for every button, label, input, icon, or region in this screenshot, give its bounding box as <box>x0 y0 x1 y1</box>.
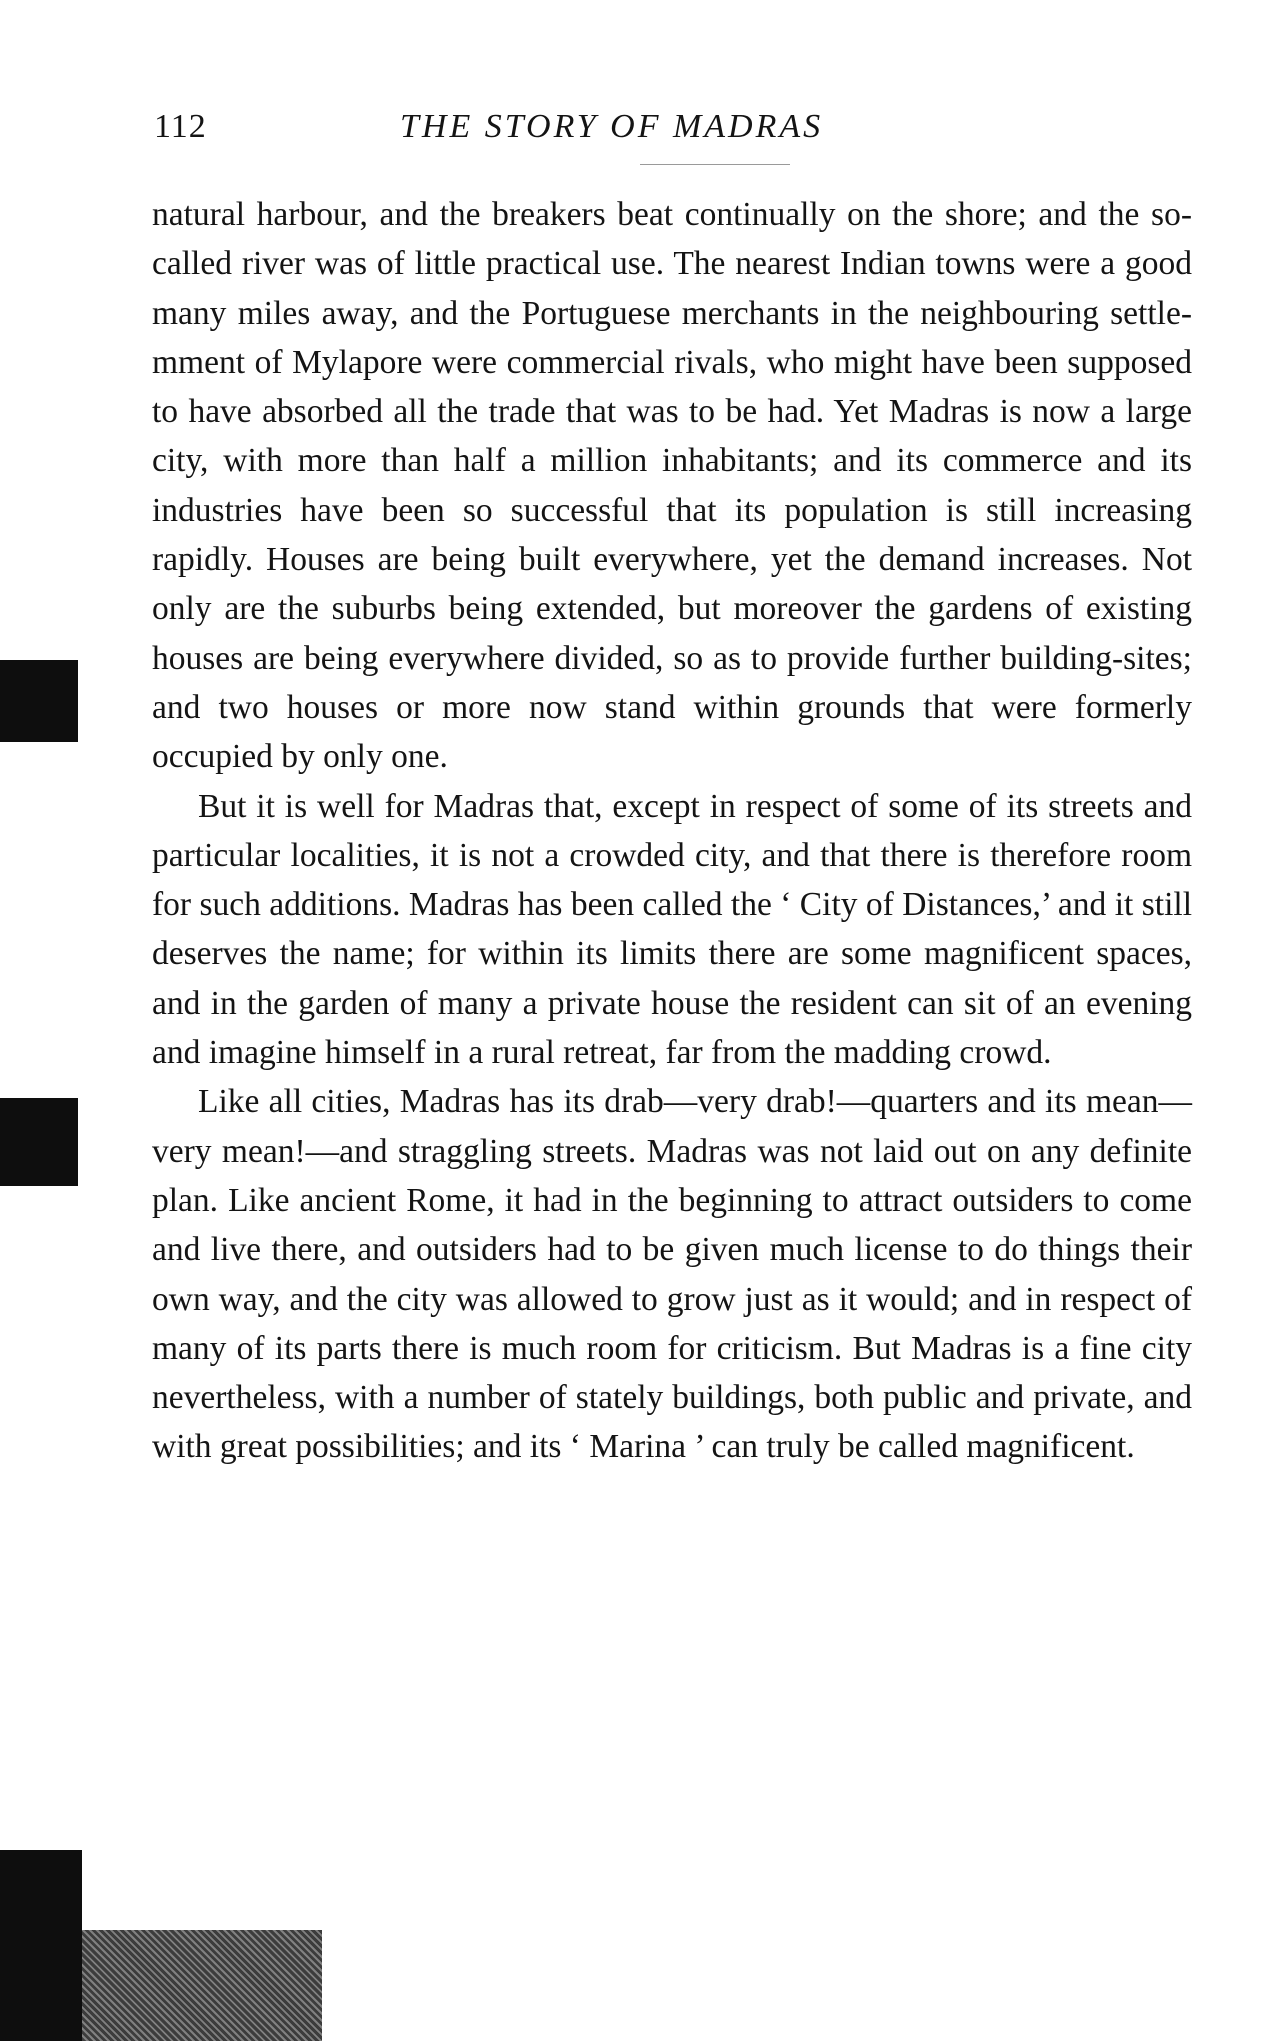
paragraph-1: natural harbour, and the breakers beat continually on the shore; and the so-called river was of little practical use. The nearest Indian towns were a good many miles away, and the Portuguese merchants in the neighbouring settlemment of Mylapore were commercial rivals, who might have been supposed to have absorbed all the trade that was to be had. Yet Madras is now a large city, with more than half a million inhabitants; and its commerce and its industries have been so successful that its population is still increasing rapidly. Houses are being built everywhere, yet the demand increases. Not only are the suburbs being extended, but moreover the gardens of existing houses are being everywhere divided, so as to provide further building-sites; and two houses or more now stand within grounds that were formerly occupied by only one. <box>152 196 1192 776</box>
scan-artifact-mark <box>0 660 78 742</box>
running-title: THE STORY OF MADRAS <box>400 108 824 145</box>
page-number: 112 <box>154 108 207 145</box>
scan-artifact-mark <box>0 1850 82 2041</box>
scan-artifact-mark <box>0 1098 78 1186</box>
paragraph-2: But it is well for Madras that, except in respect of some of its streets and particular localities, it is not a crowded city, and that there is therefore room for such additions. Madras has been called the ‘ City of Distances,’ and it still deserves the name; for within its limits there are some magnificent spaces, and in the garden of many a private house the resident can sit of an evening and imagine himself in a rural retreat, far from the madding crowd. <box>152 787 1192 1072</box>
paragraph-3: Like all cities, Madras has its drab—very drab!—quarters and its mean—very mean!—and straggling streets. Madras was not laid out on any definite plan. Like ancient Rome, it had in the beginning to attract outsiders to come and live there, and outsiders had to be given much license to do things their own way, and the city was allowed to grow just as it would; and in respect of many of its parts there is much room for criticism. But Madras is a fine city nevertheless, with a number of stately buildings, both public and private, and with great possibilities; and its ‘ Marina ’ can truly be called magnificent. <box>152 1083 1192 1466</box>
running-head <box>150 108 1190 156</box>
header-rule <box>640 164 790 165</box>
scan-artifact-speckle <box>82 1930 322 2041</box>
body-text <box>152 190 1192 1472</box>
